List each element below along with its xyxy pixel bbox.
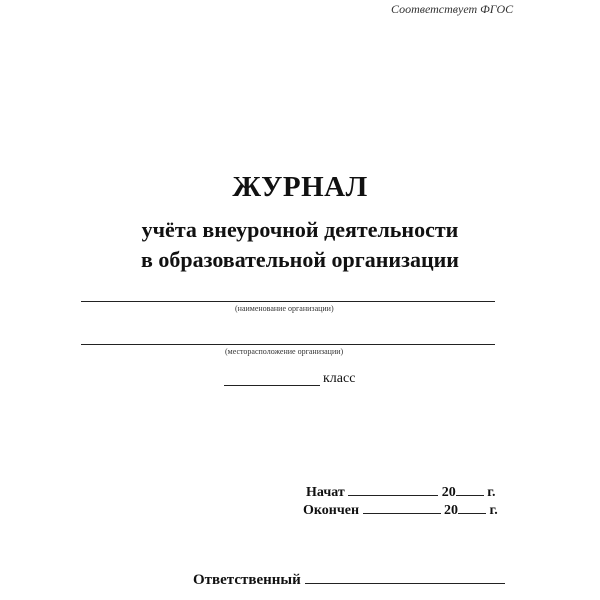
- finished-year-prefix: 20: [444, 503, 459, 518]
- document-title: ЖУРНАЛ: [232, 171, 368, 203]
- started-label: Начат: [306, 485, 345, 500]
- finished-date-line[interactable]: [363, 500, 441, 514]
- fgos-compliance-note: Соответствует ФГОС: [391, 2, 514, 16]
- class-line[interactable]: [224, 385, 320, 386]
- responsible-row: [193, 570, 505, 589]
- responsible-label: Ответственный: [193, 572, 301, 588]
- started-year-suffix: г.: [487, 485, 496, 500]
- finished-year-suffix: г.: [489, 503, 498, 518]
- organization-location-caption: (месторасположение организации): [225, 347, 344, 356]
- organization-name-line[interactable]: [81, 301, 495, 302]
- class-label: класс: [323, 371, 356, 386]
- started-date-line[interactable]: [348, 482, 438, 496]
- started-year-line[interactable]: [456, 482, 484, 496]
- started-row: [306, 482, 496, 501]
- document-subtitle-line1: учёта внеурочной деятельности: [141, 217, 459, 242]
- finished-row: [303, 500, 498, 519]
- started-year-prefix: 20: [441, 485, 456, 500]
- document-subtitle-line2: в образовательной организации: [141, 247, 459, 272]
- finished-label: Окончен: [303, 503, 360, 518]
- responsible-line[interactable]: [305, 570, 505, 584]
- finished-year-line[interactable]: [458, 500, 486, 514]
- organization-location-line[interactable]: [81, 344, 495, 345]
- organization-name-caption: (наименование организации): [235, 304, 334, 313]
